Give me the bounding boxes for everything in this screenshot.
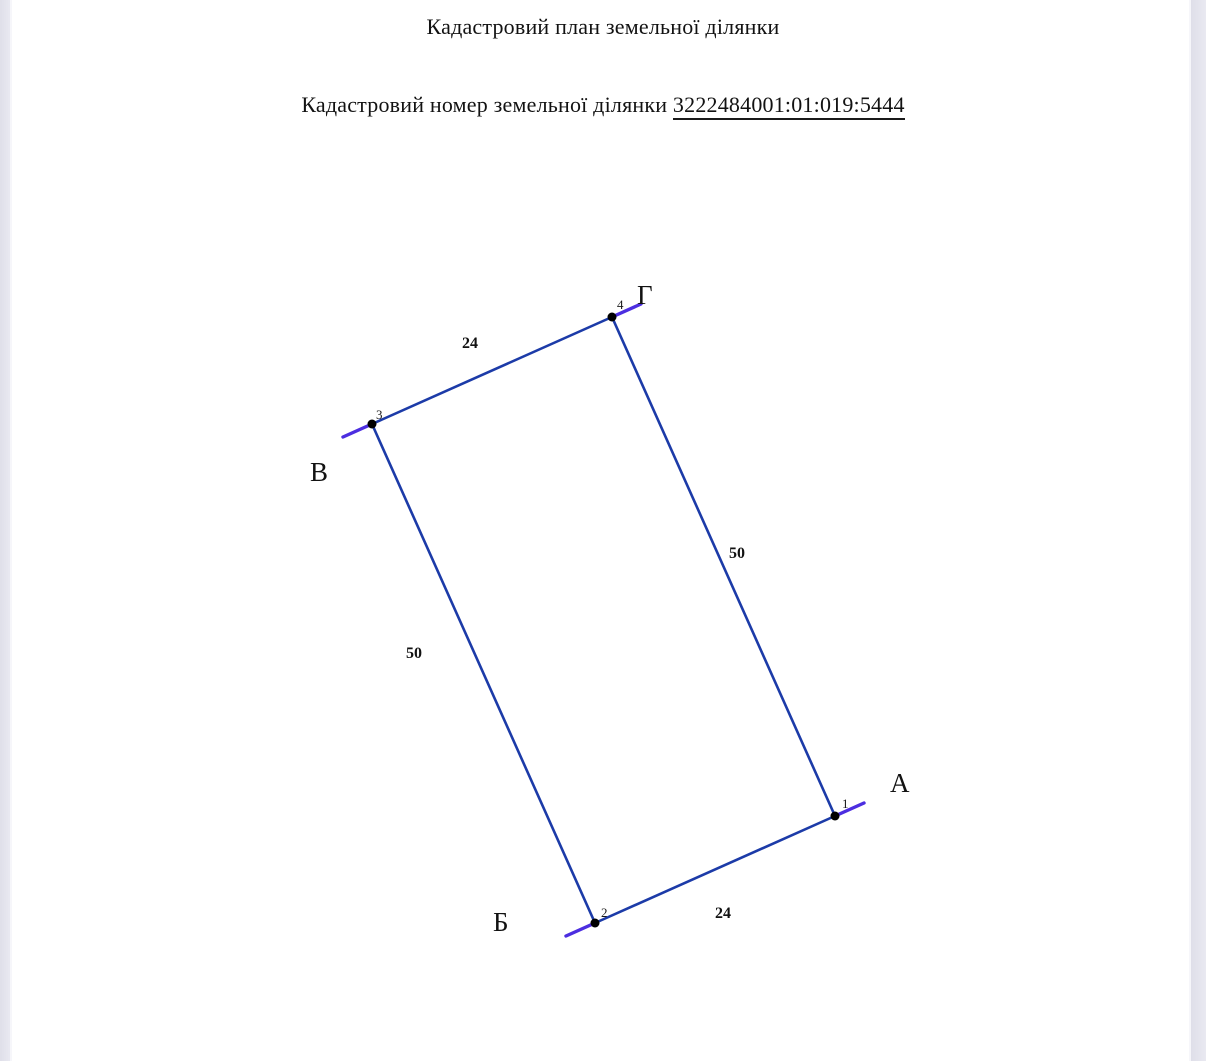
vertex-point-1: [831, 812, 840, 821]
cadastral-number-value: 3222484001:01:019:5444: [673, 92, 905, 120]
boundary-side-left: [372, 424, 595, 923]
tick-mark-vertex-2: [566, 923, 595, 936]
vertex-point-4: [608, 313, 617, 322]
side-length-right: 50: [729, 545, 745, 562]
side-length-left: 50: [406, 645, 422, 662]
corner-letter-a: А: [890, 768, 910, 798]
vertex-number-1: 1: [842, 796, 849, 811]
corner-letter-b: Б: [493, 907, 509, 937]
vertex-number-2: 2: [601, 905, 608, 920]
corner-letter-v: В: [310, 457, 329, 487]
side-length-top: 24: [462, 335, 478, 352]
boundary-side-top: [372, 317, 612, 424]
vertex-point-2: [591, 919, 600, 928]
vertex-number-4: 4: [617, 297, 624, 312]
page-title: Кадастровий план земельної ділянки: [426, 14, 780, 39]
boundary-side-right: [612, 317, 835, 816]
tick-mark-vertex-3: [343, 424, 372, 437]
cadastral-number-label: Кадастровий номер земельної ділянки: [301, 92, 673, 117]
tick-mark-vertex-1: [835, 803, 864, 816]
vertex-number-3: 3: [376, 407, 383, 422]
side-length-bottom: 24: [715, 905, 731, 922]
corner-letter-g: Г: [637, 280, 653, 310]
